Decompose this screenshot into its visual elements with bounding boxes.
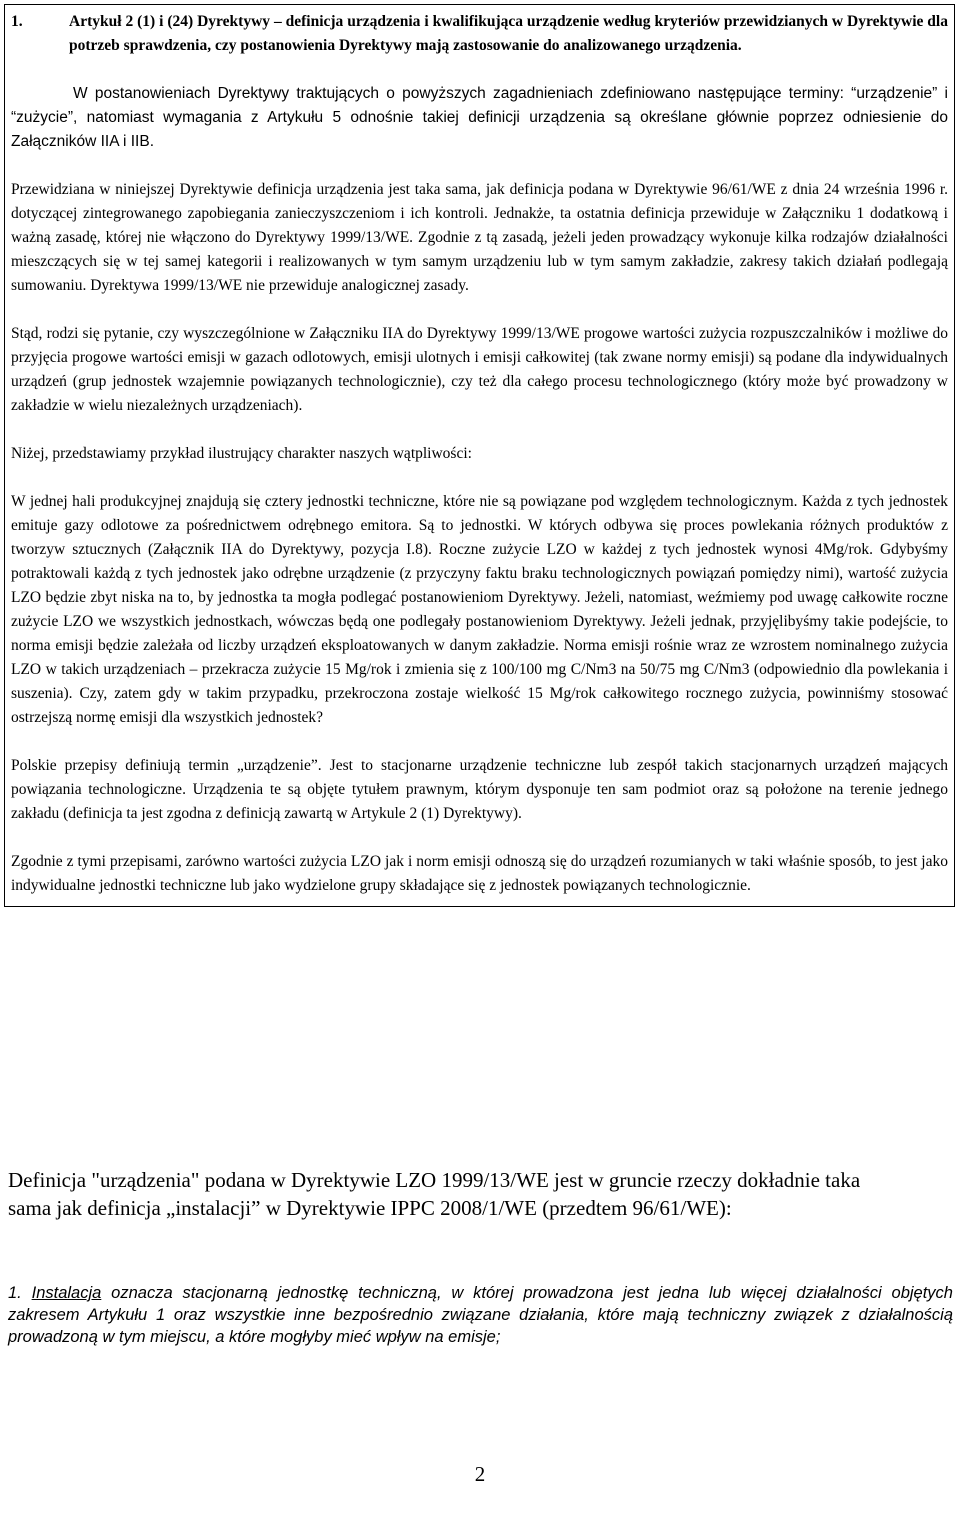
section-title: Artykuł 2 (1) i (24) Dyrektywy – definicja urządzenia i kwalifikująca urządzenie według kryteriów przewidzianych w Dyrektywie dla potrzeb sprawdzenia, czy postanowienia Dyrektywy mają zastosowanie do analizowanego urządzenia. <box>69 13 948 54</box>
paragraph-polish-law: Polskie przepisy definiują termin „urządzenie”. Jest to stacjonarne urządzenie techniczne lub zespół takich stacjonarnych urządzeń mających powiązania technologiczne. Urządzenia te są objęte tytułem prawnym, którym dysponuje ten sam podmiot oraz są położone na terenie jednego zakładu (definicja ta jest zgodna z definicją zawartą w Artykule 2 (1) Dyrektywy). <box>11 757 948 822</box>
section-heading <box>11 10 948 58</box>
spacer <box>11 298 948 322</box>
spacer <box>11 154 948 178</box>
spacer <box>11 730 948 754</box>
paragraph-ippc-comparison: Przewidziana w niniejszej Dyrektywie definicja urządzenia jest taka sama, jak definicja podana w Dyrektywie 96/61/WE z dnia 24 września 1996 r. dotyczącej zintegrowanego zapobiegania zanieczyszczeniom i ich kontroli. Jednakże, ta ostatnia definicja przewiduje w Załączniku 1 dodatkową i ważną zasadę, której nie włączono do Dyrektywy 1999/13/WE. Zgodnie z tą zasadą, jeżeli jeden prowadzący wykonuje kilka rodzajów działalności mieszczących się w tej samej kategorii i realizowanych w tym samym urządzeniu lub w tym samym zakładzie, zakresy takich działań podlegają sumowaniu. Dyrektywa 1999/13/WE nie przewiduje analogicznej zasady. <box>11 181 948 294</box>
question-box <box>4 4 955 907</box>
page-number: 2 <box>474 1462 486 1486</box>
spacer <box>11 826 948 850</box>
definition-intro: Definicja "urządzenia" podana w Dyrektywie LZO 1999/13/WE jest w gruncie rzeczy dokładnie taka sama jak definicja „instalacji” w Dyrektywie IPPC 2008/1/WE (przedtem 96/61/WE): <box>8 1168 861 1220</box>
paragraph-example-intro: Niżej, przedstawiamy przykład ilustrujący charakter naszych wątpliwości: <box>11 445 472 462</box>
section-number: 1. <box>11 13 23 30</box>
paragraph-question: Stąd, rodzi się pytanie, czy wyszczególnione w Załączniku IIA do Dyrektywy 1999/13/WE progowe wartości zużycia rozpuszczalników i możliwe do przyjęcia progowe wartości emisji w gazach odlotowych, emisji ulotnych i emisji całkowitej (tak zwane normy emisji) są podane dla indywidualnych urządzeń (grup jednostek wzajemnie powiązanych technologicznie), czy też dla całego procesu technologicznego (który może być prowadzony w zakładzie w wielu niezależnych urządzeniach). <box>11 325 948 414</box>
paragraph-conclusion: Zgodnie z tymi przepisami, zarówno wartości zużycia LZO jak i norm emisji odnoszą się do urządzeń rozumianych w taki właśnie sposób, to jest jako indywidualne jednostki techniczne lub jako wydzielone grupy składające się z jednostek powiązanych technologicznie. <box>11 853 948 894</box>
definition-text: oznacza stacjonarną jednostkę techniczną, w której prowadzona jest jedna lub więcej działalności objętych zakresem Artykułu 1 oraz wszystkie inne bezpośrednio związane działania, które mają techniczny związek z działalnością prowadzoną w tym miejscu, a które mogłyby mieć wpływ na emisje; <box>8 1284 953 1346</box>
definition-term: Instalacja <box>31 1284 102 1302</box>
installation-definition <box>8 1282 953 1348</box>
spacer <box>11 418 948 442</box>
spacer <box>11 58 948 82</box>
paragraph-example: W jednej hali produkcyjnej znajdują się cztery jednostki techniczne, które nie są powiązane pod względem technologicznym. Każda z tych jednostek emituje gazy odlotowe za pośrednictwem odrębnego emitora. Są to jednostki. W których odbywa się proces powlekania różnych produktów z tworzyw sztucznych (Załącznik IIA do Dyrektywy, pozycja I.8). Roczne zużycie LZO w każdej z tych jednostek wynosi 4Mg/rok. Gdybyśmy potraktowali każdą z tych jednostek jako odrębne urządzenie (z przyczyny faktu braku technologicznych powiązań pomiędzy nimi), wartość zużycia LZO będzie zbyt niska na to, by jednostka ta mogła podlegać postanowieniom Dyrektywy. Jeżeli, natomiast, weźmiemy pod uwagę całkowite roczne zużycie LZO we wszystkich jednostkach, wówczas będą one podlegały postanowieniom Dyrektywy. Jeżeli jednak, przyjęlibyśmy takie podejście, to norma emisji będzie zależała od liczby urządzeń eksploatowanych w danym zakładzie. Norma emisji rośnie wraz ze wzrostem nominalnego zużycia LZO w takich urządzeniach – przekracza zużycie 15 Mg/rok i zmienia się z 100/100 mg C/Nm3 na 50/75 mg C/Nm3 (odpowiednio dla powlekania i suszenia). Czy, zatem gdy w takim przypadku, przekroczona zostaje wielkość 15 Mg/rok całkowitego rocznego zużycia, powinniśmy stosować ostrzejszą normę emisji dla wszystkich jednostek? <box>11 493 948 726</box>
definition-item-number: 1. <box>8 1284 32 1302</box>
spacer <box>11 466 948 490</box>
paragraph-definitions: W postanowieniach Dyrektywy traktujących o powyższych zagadnieniach zdefiniowano następujące terminy: “urządzenie” i “zużycie”, natomiast wymagania z Artykułu 5 odnośnie takiej definicji urządzenia są określane głównie poprzez odniesienie do Załączników IIA i IIB. <box>11 85 948 150</box>
